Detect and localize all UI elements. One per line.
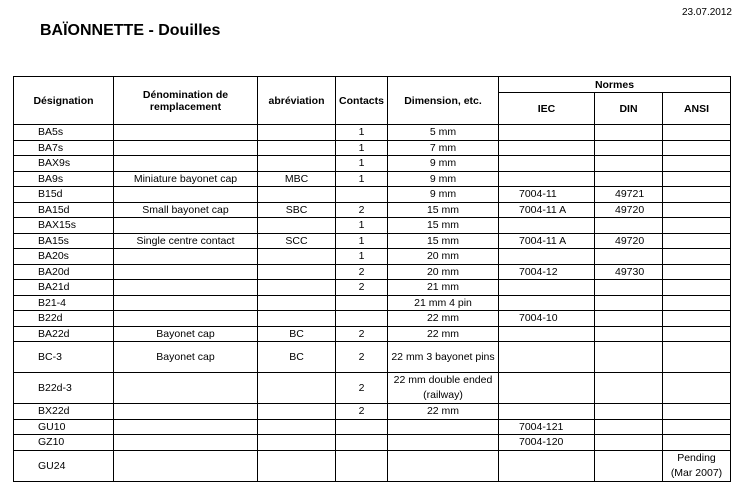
cell-ansi <box>663 233 731 249</box>
cell-abreviation <box>258 373 336 404</box>
cell-contacts: 1 <box>336 140 388 156</box>
header-designation: Désignation <box>14 77 114 125</box>
cell-contacts: 1 <box>336 156 388 172</box>
cell-din <box>595 419 663 435</box>
cell-designation: BC-3 <box>14 342 114 373</box>
cell-ansi <box>663 156 731 172</box>
cell-contacts <box>336 435 388 451</box>
cell-denomination: Small bayonet cap <box>114 202 258 218</box>
cell-designation: BA5s <box>14 125 114 141</box>
cell-designation: BA9s <box>14 171 114 187</box>
cell-ansi <box>663 125 731 141</box>
cell-dimension: 15 mm <box>388 233 499 249</box>
socket-table <box>13 76 731 482</box>
cell-denomination: Bayonet cap <box>114 326 258 342</box>
cell-denomination <box>114 311 258 327</box>
cell-designation: BAX9s <box>14 156 114 172</box>
cell-ansi <box>663 435 731 451</box>
cell-denomination <box>114 156 258 172</box>
cell-din: 49720 <box>595 233 663 249</box>
cell-ansi <box>663 311 731 327</box>
cell-abreviation <box>258 187 336 203</box>
table-row <box>14 218 731 234</box>
cell-denomination <box>114 249 258 265</box>
cell-ansi <box>663 373 731 404</box>
header-contacts: Contacts <box>336 77 388 125</box>
cell-dimension: 22 mm <box>388 404 499 420</box>
cell-abreviation <box>258 450 336 481</box>
cell-ansi <box>663 404 731 420</box>
cell-contacts: 1 <box>336 171 388 187</box>
cell-dimension: 20 mm <box>388 249 499 265</box>
cell-ansi <box>663 295 731 311</box>
cell-ansi <box>663 326 731 342</box>
cell-contacts: 2 <box>336 264 388 280</box>
cell-din <box>595 280 663 296</box>
cell-abreviation <box>258 264 336 280</box>
cell-iec <box>499 249 595 265</box>
cell-iec <box>499 342 595 373</box>
cell-denomination <box>114 419 258 435</box>
cell-designation: B22d <box>14 311 114 327</box>
cell-contacts <box>336 419 388 435</box>
cell-designation: GU24 <box>14 450 114 481</box>
document-date: 23.07.2012 <box>681 7 732 18</box>
cell-abreviation <box>258 280 336 296</box>
cell-contacts: 2 <box>336 404 388 420</box>
cell-iec <box>499 373 595 404</box>
cell-contacts: 2 <box>336 342 388 373</box>
cell-abreviation <box>258 125 336 141</box>
table-row <box>14 342 731 373</box>
cell-denomination: Single centre contact <box>114 233 258 249</box>
cell-din: 49721 <box>595 187 663 203</box>
header-denomination: Dénomination de remplacement <box>114 77 258 125</box>
cell-designation: BA20d <box>14 264 114 280</box>
cell-abreviation: SBC <box>258 202 336 218</box>
table-row <box>14 373 731 404</box>
table-row <box>14 125 731 141</box>
cell-dimension: 22 mm <box>388 311 499 327</box>
cell-denomination: Miniature bayonet cap <box>114 171 258 187</box>
cell-contacts: 1 <box>336 218 388 234</box>
cell-dimension: 20 mm <box>388 264 499 280</box>
cell-iec <box>499 125 595 141</box>
cell-iec: 7004-10 <box>499 311 595 327</box>
cell-designation: BAX15s <box>14 218 114 234</box>
cell-abreviation <box>258 140 336 156</box>
cell-iec <box>499 280 595 296</box>
cell-din <box>595 342 663 373</box>
cell-denomination <box>114 450 258 481</box>
cell-dimension: 22 mm double ended (railway) <box>388 373 499 404</box>
cell-abreviation: MBC <box>258 171 336 187</box>
cell-iec: 7004-120 <box>499 435 595 451</box>
cell-abreviation <box>258 218 336 234</box>
cell-abreviation <box>258 249 336 265</box>
cell-contacts <box>336 295 388 311</box>
table-row <box>14 419 731 435</box>
cell-abreviation <box>258 435 336 451</box>
cell-abreviation: BC <box>258 326 336 342</box>
table-row <box>14 264 731 280</box>
cell-din <box>595 171 663 187</box>
cell-denomination <box>114 125 258 141</box>
cell-ansi <box>663 202 731 218</box>
cell-denomination <box>114 435 258 451</box>
cell-designation: BA21d <box>14 280 114 296</box>
cell-designation: BA20s <box>14 249 114 265</box>
cell-din <box>595 435 663 451</box>
cell-designation: BA15s <box>14 233 114 249</box>
cell-din <box>595 140 663 156</box>
cell-iec <box>499 140 595 156</box>
cell-iec: 7004-11 <box>499 187 595 203</box>
cell-ansi <box>663 280 731 296</box>
cell-denomination <box>114 218 258 234</box>
header-abreviation: abréviation <box>258 77 336 125</box>
cell-din <box>595 218 663 234</box>
header-normes: Normes <box>499 77 731 93</box>
cell-dimension: 22 mm <box>388 326 499 342</box>
cell-dimension: 15 mm <box>388 218 499 234</box>
table-row <box>14 280 731 296</box>
table-row <box>14 450 731 481</box>
cell-iec: 7004-11 A <box>499 233 595 249</box>
table-row <box>14 326 731 342</box>
cell-contacts: 1 <box>336 125 388 141</box>
cell-dimension: 9 mm <box>388 187 499 203</box>
cell-denomination <box>114 264 258 280</box>
cell-dimension: 15 mm <box>388 202 499 218</box>
cell-abreviation: SCC <box>258 233 336 249</box>
cell-ansi <box>663 187 731 203</box>
cell-denomination <box>114 373 258 404</box>
cell-din <box>595 156 663 172</box>
cell-iec: 7004-11 A <box>499 202 595 218</box>
cell-designation: BA7s <box>14 140 114 156</box>
cell-iec <box>499 218 595 234</box>
cell-dimension: 21 mm 4 pin <box>388 295 499 311</box>
cell-denomination: Bayonet cap <box>114 342 258 373</box>
cell-din: 49730 <box>595 264 663 280</box>
table-row <box>14 404 731 420</box>
table-row <box>14 435 731 451</box>
cell-iec <box>499 295 595 311</box>
header-ansi: ANSI <box>663 93 731 125</box>
cell-dimension: 22 mm 3 bayonet pins <box>388 342 499 373</box>
cell-dimension <box>388 450 499 481</box>
table-row <box>14 140 731 156</box>
cell-ansi <box>663 419 731 435</box>
cell-iec <box>499 450 595 481</box>
cell-abreviation <box>258 311 336 327</box>
cell-denomination <box>114 140 258 156</box>
cell-iec <box>499 171 595 187</box>
cell-din <box>595 373 663 404</box>
cell-ansi <box>663 171 731 187</box>
cell-contacts: 2 <box>336 202 388 218</box>
cell-din: 49720 <box>595 202 663 218</box>
cell-contacts: 2 <box>336 326 388 342</box>
header-iec: IEC <box>499 93 595 125</box>
cell-designation: B21-4 <box>14 295 114 311</box>
cell-denomination <box>114 187 258 203</box>
cell-ansi <box>663 264 731 280</box>
table-row <box>14 171 731 187</box>
table-row <box>14 187 731 203</box>
cell-iec <box>499 326 595 342</box>
cell-contacts: 1 <box>336 249 388 265</box>
header-din: DIN <box>595 93 663 125</box>
cell-iec <box>499 156 595 172</box>
cell-dimension: 9 mm <box>388 171 499 187</box>
cell-iec: 7004-12 <box>499 264 595 280</box>
cell-denomination <box>114 295 258 311</box>
cell-designation: BX22d <box>14 404 114 420</box>
table-row <box>14 295 731 311</box>
cell-contacts <box>336 187 388 203</box>
cell-designation: GZ10 <box>14 435 114 451</box>
page-title: BAÏONNETTE - Douilles <box>40 22 221 39</box>
cell-contacts: 2 <box>336 280 388 296</box>
cell-denomination <box>114 280 258 296</box>
table-row <box>14 202 731 218</box>
cell-iec <box>499 404 595 420</box>
cell-ansi: Pending (Mar 2007) <box>663 450 731 481</box>
cell-abreviation <box>258 419 336 435</box>
cell-ansi <box>663 140 731 156</box>
cell-designation: BA15d <box>14 202 114 218</box>
cell-abreviation <box>258 295 336 311</box>
cell-din <box>595 450 663 481</box>
cell-ansi <box>663 218 731 234</box>
cell-dimension <box>388 435 499 451</box>
cell-din <box>595 249 663 265</box>
table-row <box>14 156 731 172</box>
cell-designation: B22d-3 <box>14 373 114 404</box>
cell-dimension: 9 mm <box>388 156 499 172</box>
cell-din <box>595 326 663 342</box>
table-row <box>14 249 731 265</box>
cell-abreviation <box>258 404 336 420</box>
cell-denomination <box>114 404 258 420</box>
cell-din <box>595 311 663 327</box>
cell-ansi <box>663 249 731 265</box>
cell-abreviation: BC <box>258 342 336 373</box>
cell-din <box>595 404 663 420</box>
cell-contacts: 2 <box>336 373 388 404</box>
cell-dimension <box>388 419 499 435</box>
table-body <box>14 125 731 482</box>
cell-designation: GU10 <box>14 419 114 435</box>
cell-contacts <box>336 311 388 327</box>
cell-contacts: 1 <box>336 233 388 249</box>
cell-contacts <box>336 450 388 481</box>
table-row <box>14 311 731 327</box>
cell-abreviation <box>258 156 336 172</box>
cell-dimension: 5 mm <box>388 125 499 141</box>
cell-dimension: 21 mm <box>388 280 499 296</box>
cell-din <box>595 125 663 141</box>
cell-ansi <box>663 342 731 373</box>
cell-designation: B15d <box>14 187 114 203</box>
cell-dimension: 7 mm <box>388 140 499 156</box>
header-dimension: Dimension, etc. <box>388 77 499 125</box>
cell-designation: BA22d <box>14 326 114 342</box>
cell-iec: 7004-121 <box>499 419 595 435</box>
table-row <box>14 233 731 249</box>
cell-din <box>595 295 663 311</box>
